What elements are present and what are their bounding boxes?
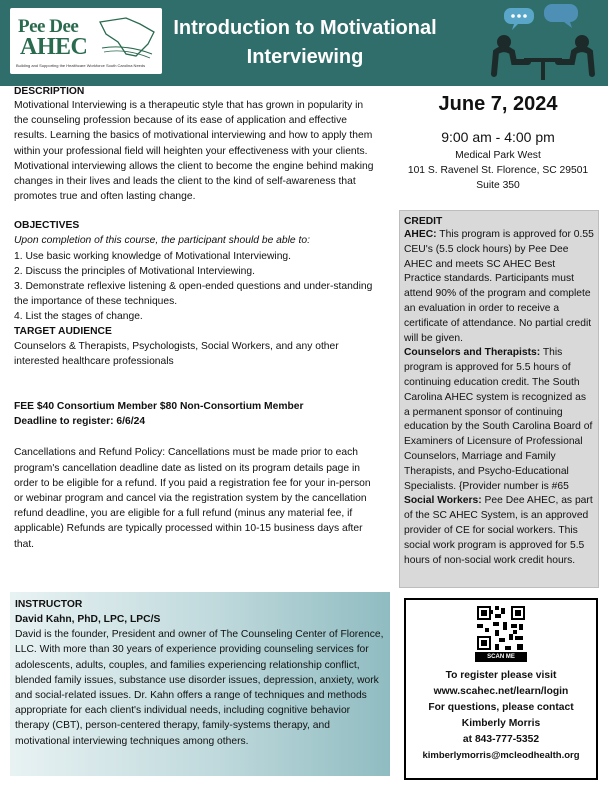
instructor-name: David Kahn, PhD, LPC, LPC/S: [15, 614, 161, 625]
instructor-content: [15, 598, 387, 749]
event-time: 9:00 am - 4:00 pm: [441, 129, 555, 145]
credit-social-text: Pee Dee AHEC, as part of the SC AHEC System, is an approved provider of CE for social workers. This social work program is approved for 5.5 hours of non-social work credit hours.: [404, 495, 593, 566]
list-item: 3. Demonstrate reflexive listening & open-ended questions and under-standing the importance of these techniques.: [14, 281, 373, 308]
register-instruction: To register please visit: [445, 670, 557, 681]
conversation-illustration-icon: [484, 2, 604, 84]
cancellation-policy: Cancellations and Refund Policy: Cancellations must be made prior to each program's cancellation deadline date as listed on its program details page in order to be eligible for a refund. If you paid a registration fee for your in-person or webinar program and cancel via the registration system by the cancellation refund deadline, you are eligible for a full refund (minus any material fee, if applicable) Refunds are typically processed within 10-15 business days after that.: [14, 447, 371, 550]
pee-dee-ahec-logo: [10, 8, 162, 74]
event-venue: Medical Park West: [455, 150, 541, 161]
logo-line2: AHEC: [20, 34, 88, 60]
objectives-list: [14, 249, 374, 325]
objectives-heading: OBJECTIVES: [14, 220, 80, 232]
credit-counselors-text: This program is approved for 5.5 hours of continuing education credit. The South Carolina AHEC system is recognized as a permanent sponsor of continuing education by the South Carolina Board of Examiners of Licensure of Professional Counselors, Marriage and Family Therapists, and Psycho-Educational Specialists. {Provider number is #65: [404, 347, 593, 492]
register-link[interactable]: www.scahec.net/learn/login: [433, 686, 569, 697]
instructor-panel: [10, 592, 390, 776]
south-carolina-map-icon: [96, 14, 158, 60]
instructor-heading: INSTRUCTOR: [15, 599, 83, 610]
header-banner: [0, 0, 608, 86]
credit-counselors: [404, 346, 594, 494]
credit-panel: [399, 210, 599, 588]
event-date: June 7, 2024: [438, 93, 558, 115]
page-title: [150, 14, 460, 72]
credit-ahec-text: This program is approved for 0.55 CEU's (5.5 clock hours) by Pee Dee AHEC and meets SC AHEC Best Practice standards. Participants must attend 90% of the program and complete an evaluation in order to receive a certificate of attendance. No partial credit will be given.: [404, 229, 594, 344]
credit-ahec: [404, 228, 594, 346]
logo-tagline: Building and Supporting the Healthcare Workforce South Carolina Needs: [16, 63, 146, 68]
contact-email[interactable]: kimberlymorris@mcleodhealth.org: [422, 750, 580, 761]
qr-caption: SCAN ME: [475, 652, 527, 662]
audience-body: Counselors & Therapists, Psychologists, Social Workers, and any other interested healthcare professionals: [14, 340, 339, 367]
list-item: 4. List the stages of change.: [14, 311, 143, 323]
credit-social-label: Social Workers:: [404, 495, 482, 507]
qr-code-icon: [475, 604, 527, 652]
list-item: 2. Discuss the principles of Motivational Interviewing.: [14, 265, 255, 277]
audience-heading: TARGET AUDIENCE: [14, 325, 112, 337]
credit-ahec-label: AHEC:: [404, 229, 437, 240]
list-item: 1. Use basic working knowledge of Motivational Interviewing.: [14, 250, 292, 262]
registration-panel: [404, 598, 598, 780]
description-body: Motivational Interviewing is a therapeutic style that has grown in popularity in the counseling profession because of its ease of application and effective results. Learning the basics of motivational interviewing and how to apply them within your professional field will heighten your effectiveness with your clients. Motivational interviewing allows the client to become the engine behind making changes in their lives and leads the client to the kind of self-awareness that promotes true and often lasting change.: [14, 100, 374, 203]
event-suite: Suite 350: [476, 180, 520, 191]
objectives-intro: Upon completion of this course, the participant should be able to:: [14, 235, 310, 247]
credit-heading: CREDIT: [404, 216, 443, 227]
contact-phone[interactable]: at 843-777-5352: [462, 734, 540, 745]
logo-line1: Pee Dee: [18, 16, 79, 37]
questions-line: For questions, please contact: [428, 702, 574, 713]
main-content: [14, 86, 374, 552]
credit-social-workers: [404, 494, 594, 568]
registration-deadline: Deadline to register: 6/6/24: [14, 416, 146, 428]
event-address: 101 S. Ravenel St. Florence, SC 29501: [407, 165, 589, 176]
description-heading: DESCRIPTION: [14, 86, 85, 97]
fee-line: FEE $40 Consortium Member $80 Non-Consortium Member: [14, 401, 304, 413]
instructor-bio: David is the founder, President and owner of The Counseling Center of Florence, LLC. With more than 30 years of experience providing counseling services for adolescents, adults, couples, and families experiencing relationship conflict, blended family issues, substance use disorder issues, depression, anxiety, work and social-related issues. Dr. Kahn offers a range of techniques and methods appropriate for each client's individual needs, including cognitive behavior therapy (CBT), person-centered therapy, family-systems therapy, and motivational interviewing techniques among others.: [15, 629, 384, 747]
contact-name: Kimberly Morris: [461, 718, 541, 729]
title-line-1: Introduction to Motivational: [173, 17, 437, 39]
credit-counselors-label: Counselors and Therapists:: [404, 347, 541, 359]
qr-code[interactable]: [475, 604, 527, 662]
title-line-2: Interviewing: [246, 46, 364, 68]
